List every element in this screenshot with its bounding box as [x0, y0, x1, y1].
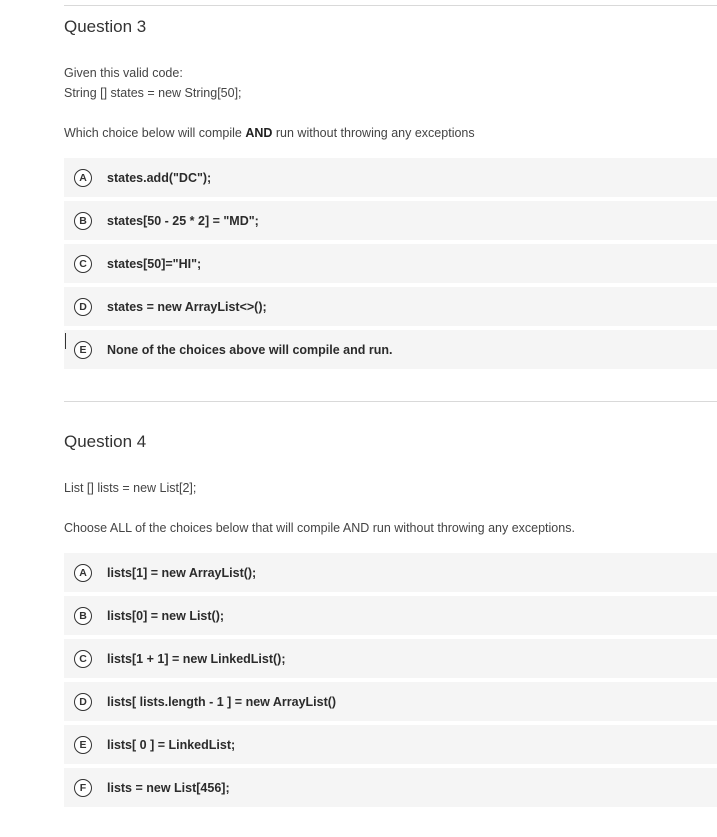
question-4-instruction: Choose ALL of the choices below that will compile AND run without throwing any exceptions.	[64, 521, 575, 535]
question-3-prompt-line-1: Given this valid code:	[64, 66, 183, 80]
choice-letter-badge: A	[74, 564, 92, 582]
choice-letter-badge: E	[74, 341, 92, 359]
question-3-prompt-line-2: String [] states = new String[50];	[64, 86, 242, 100]
choice-letter-badge: D	[74, 693, 92, 711]
question-3-choice-b[interactable]	[64, 201, 717, 240]
question-4-choice-c[interactable]	[64, 639, 717, 678]
question-4-choice-a[interactable]	[64, 553, 717, 592]
choice-text: lists = new List[456];	[107, 780, 230, 795]
question-4-title: Question 4	[64, 432, 147, 451]
question-3-instruction-emphasis: AND	[245, 126, 273, 140]
question-3-choice-e[interactable]	[64, 330, 717, 369]
choice-text: lists[1 + 1] = new LinkedList();	[107, 651, 286, 666]
choice-letter-badge: B	[74, 607, 92, 625]
question-3-instruction-start: Which choice below will compile	[64, 126, 246, 140]
choice-text: None of the choices above will compile and run.	[107, 342, 393, 357]
question-4-choice-b[interactable]	[64, 596, 717, 635]
question-3-instruction	[64, 126, 475, 140]
choice-letter-badge: F	[74, 779, 92, 797]
choice-letter-badge: D	[74, 298, 92, 316]
question-3-choice-a[interactable]	[64, 158, 717, 197]
question-4-choice-d[interactable]	[64, 682, 717, 721]
choice-text: states[50]="HI";	[107, 256, 202, 271]
choice-letter-badge: B	[74, 212, 92, 230]
question-divider	[64, 401, 717, 402]
question-3-choice-d[interactable]	[64, 287, 717, 326]
question-4-choice-f[interactable]	[64, 768, 717, 807]
top-divider	[64, 5, 717, 6]
question-4-prompt-line-1: List [] lists = new List[2];	[64, 481, 197, 495]
choice-letter-badge: A	[74, 169, 92, 187]
question-4-choice-e[interactable]	[64, 725, 717, 764]
choice-letter-badge: C	[74, 255, 92, 273]
choice-text: states[50 - 25 * 2] = "MD";	[107, 213, 259, 228]
choice-text: lists[ lists.length - 1 ] = new ArrayList()	[107, 694, 337, 709]
choice-text: lists[1] = new ArrayList();	[107, 565, 257, 580]
choice-letter-badge: C	[74, 650, 92, 668]
question-3-instruction-end: run without throwing any exceptions	[272, 126, 475, 140]
choice-text: states.add("DC");	[107, 170, 212, 185]
choice-letter-badge: E	[74, 736, 92, 754]
question-3-title: Question 3	[64, 17, 147, 36]
text-cursor	[65, 333, 66, 349]
choice-text: lists[0] = new List();	[107, 608, 225, 623]
choice-text: lists[ 0 ] = LinkedList;	[107, 737, 236, 752]
question-3-choice-c[interactable]	[64, 244, 717, 283]
choice-text: states = new ArrayList<>();	[107, 299, 267, 314]
